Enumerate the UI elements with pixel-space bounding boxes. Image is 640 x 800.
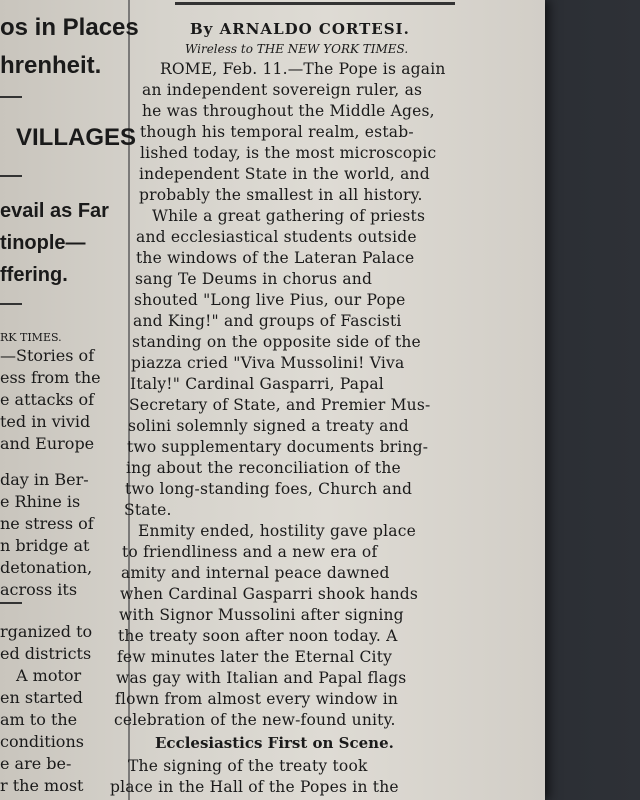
- article-line: few minutes later the Eternal City: [117, 648, 393, 666]
- left-text-line: e attacks of: [0, 390, 94, 409]
- article-line: and King!" and groups of Fascisti: [133, 312, 402, 330]
- left-text-line: day in Ber-: [0, 470, 89, 489]
- dateline: Wireless to THE NEW YORK TIMES.: [185, 42, 409, 56]
- article-line: when Cardinal Gasparri shook hands: [120, 585, 419, 603]
- article-line: place in the Hall of the Popes in the: [110, 778, 399, 796]
- article-line: ing about the reconciliation of the: [126, 459, 401, 477]
- article-line: shouted "Long live Pius, our Pope: [134, 291, 406, 309]
- left-headline-line: tinople—: [0, 232, 86, 254]
- short-rule: [0, 602, 22, 604]
- short-rule: [0, 96, 22, 98]
- left-text-line: e are be-: [0, 754, 72, 773]
- article-line: two supplementary documents bring-: [127, 438, 429, 456]
- left-headline-line: hrenheit.: [0, 52, 102, 79]
- article-line: and ecclesiastical students outside: [136, 228, 417, 246]
- left-text-line: across its: [0, 580, 78, 599]
- left-text-line: am to the: [0, 710, 78, 729]
- left-text-line: ed districts: [0, 644, 92, 663]
- left-text-line: en started: [0, 688, 83, 707]
- left-text-line: ne stress of: [0, 514, 94, 533]
- left-headline-line: ffering.: [0, 264, 68, 286]
- article-line: ROME, Feb. 11.—The Pope is again: [160, 60, 446, 78]
- article-line: an independent sovereign ruler, as: [142, 81, 423, 99]
- article-line: two long-standing foes, Church and: [125, 480, 413, 498]
- article-line: piazza cried "Viva Mussolini! Viva: [131, 354, 405, 372]
- article-line: though his temporal realm, estab-: [140, 123, 414, 141]
- left-text-line: —Stories of: [0, 346, 95, 365]
- left-text-line: ted in vivid: [0, 412, 91, 431]
- article-line: Italy!" Cardinal Gasparri, Papal: [130, 375, 384, 393]
- left-text-line: conditions: [0, 732, 84, 751]
- short-rule: [0, 175, 22, 177]
- short-rule: [0, 303, 22, 305]
- article-line: the treaty soon after noon today. A: [118, 627, 398, 645]
- left-headline-line: os in Places: [0, 14, 139, 41]
- article-line: amity and internal peace dawned: [121, 564, 390, 582]
- article-line: The signing of the treaty took: [128, 757, 368, 775]
- left-headline-line: VILLAGES: [16, 124, 137, 151]
- article-line: lished today, is the most microscopic: [140, 144, 437, 162]
- article-line: the windows of the Lateran Palace: [136, 249, 415, 267]
- left-text-line: n bridge at: [0, 536, 90, 555]
- article-line: While a great gathering of priests: [152, 207, 426, 225]
- article-line: probably the smallest in all history.: [139, 186, 423, 204]
- left-text-line: e Rhine is: [0, 492, 81, 511]
- article-line: to friendliness and a new era of: [122, 543, 378, 561]
- left-text-line: r the most: [0, 776, 84, 795]
- article-line: standing on the opposite side of the: [132, 333, 421, 351]
- article-line: Enmity ended, hostility gave place: [138, 522, 416, 540]
- article-line: sang Te Deums in chorus and: [135, 270, 373, 288]
- left-text-line: rganized to: [0, 622, 93, 641]
- subheading: Ecclesiastics First on Scene.: [155, 734, 394, 752]
- article-line: flown from almost every window in: [115, 690, 399, 708]
- left-text-line: and Europe: [0, 434, 95, 453]
- left-headline-line: evail as Far: [0, 200, 109, 222]
- article-line: celebration of the new-found unity.: [114, 711, 396, 729]
- article-line: independent State in the world, and: [139, 165, 430, 183]
- top-rule: [175, 2, 455, 5]
- article-line: State.: [124, 501, 172, 519]
- left-text-line: detonation,: [0, 558, 93, 577]
- article-line: he was throughout the Middle Ages,: [142, 102, 435, 120]
- left-text-line: A motor: [16, 666, 82, 685]
- left-text-line: RK TIMES.: [0, 331, 62, 344]
- article-line: was gay with Italian and Papal flags: [116, 669, 407, 687]
- article-line: Secretary of State, and Premier Mus-: [129, 396, 431, 414]
- article-line: with Signor Mussolini after signing: [119, 606, 404, 624]
- byline: By ARNALDO CORTESI.: [190, 20, 410, 38]
- left-text-line: ess from the: [0, 368, 101, 387]
- article-line: solini solemnly signed a treaty and: [128, 417, 409, 435]
